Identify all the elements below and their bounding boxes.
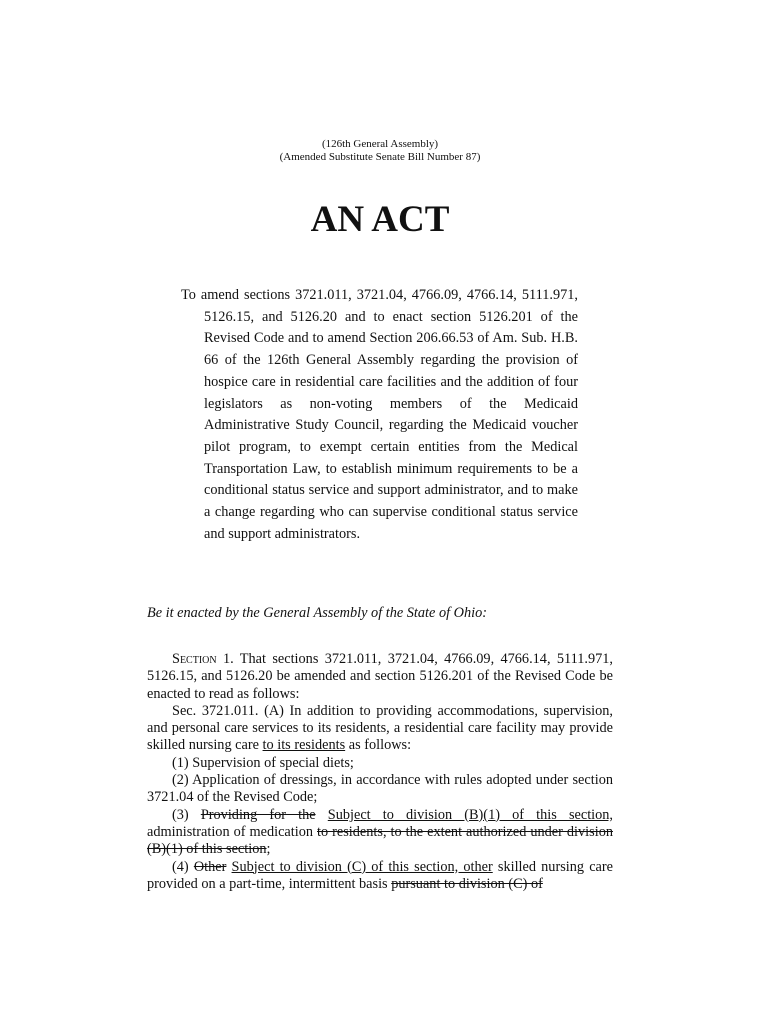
- space: [316, 807, 328, 823]
- deleted-text: to residents, to the extent authorized under division (B)(1) of this section: [147, 823, 613, 858]
- item-3-end: ;: [266, 841, 271, 858]
- section-1-text: 1. That sections 3721.011, 3721.04, 4766.09, 4766.14, 5111.971, 5126.15, and 5126.20 be amended and section 5126.201 of the Revised Code be enacted to read as follows:: [147, 651, 613, 702]
- purpose-clause: To amend sections 3721.011, 3721.04, 4766.09, 4766.14, 5111.971, 5126.15, and 5126.20 and to enact section 5126.201 of the Revised Code and to amend Section 206.66.53 of Am. Sub. H.B. 66 of the 126th General Assembly regarding the provision of hospice care in residential care facilities and the addition of four legislators as non-voting members of the Medicaid Administrative Study Council, regarding the Medicaid voucher pilot program, to exempt certain entities from the Medical Transportation Law, to establish minimum requirements to be a conditional status service and support administrator, and to make a change regarding who can supervise conditional status service and support administrators.: [181, 287, 578, 542]
- act-title: AN ACT: [310, 199, 450, 240]
- intro-text-end: as follows:: [345, 737, 412, 754]
- inserted-text: Subject to division (C) of this section, other: [231, 858, 493, 875]
- inserted-text: Subject to division (B)(1) of this section,: [327, 806, 614, 823]
- deleted-text: Other: [193, 858, 227, 875]
- item-4-text: skilled nursing care provided on a part-time, intermittent basis: [147, 858, 613, 892]
- item-1: (1) Supervision of special diets;: [172, 754, 354, 771]
- enacting-clause: Be it enacted by the General Assembly of the State of Ohio:: [147, 605, 487, 621]
- inserted-text: to its residents: [262, 737, 346, 754]
- bill-header: [0, 138, 760, 164]
- item-4: [147, 859, 613, 894]
- assembly-line: (126th General Assembly): [321, 138, 439, 150]
- intro-text: Sec. 3721.011. (A) In addition to providing accommodations, supervision, and personal care services to its residents, a residential care facility may provide skilled nursing care: [147, 702, 613, 754]
- item-2: (2) Application of dressings, in accordance with rules adopted under section 3721.04 of the Revised Code;: [147, 772, 613, 806]
- bill-number-line: (Amended Substitute Senate Bill Number 87): [279, 151, 481, 163]
- item-3-num: (3): [172, 806, 201, 823]
- item-3-text: administration of medication: [147, 823, 318, 840]
- deleted-text: pursuant to division (C) of: [391, 875, 543, 892]
- item-3: [147, 807, 613, 859]
- item-4-num: (4): [172, 858, 194, 875]
- section-1-paragraph: [147, 651, 613, 703]
- deleted-text: Providing for the: [200, 806, 316, 823]
- sec-3721-011-intro: [147, 703, 613, 755]
- section-label: Section: [172, 651, 217, 667]
- bill-body: [147, 651, 613, 893]
